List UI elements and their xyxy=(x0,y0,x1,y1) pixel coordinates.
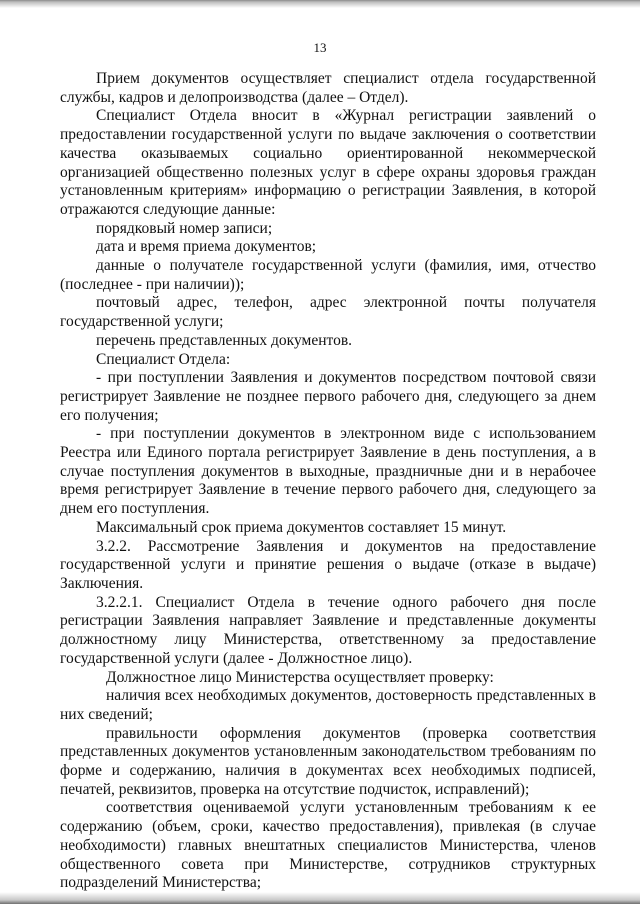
page-number: 13 xyxy=(313,40,327,55)
document-body xyxy=(60,70,596,893)
section-3-2-2: 3.2.2. Рассмотрение Заявления и документов на предоставление государственной услуги и принятие решения о выдаче (отказе в выдаче) Заключения. xyxy=(60,537,596,592)
list-item-document-presence: наличия всех необходимых документов, достоверность представленных в них сведений; xyxy=(60,687,596,723)
list-item-recipient-data: данные о получателе государственной услуги (фамилия, имя, отчество (последнее - при наличии)); xyxy=(60,257,596,293)
list-item-service-compliance: соответствия оцениваемой услуги установленным требованиям к ее содержанию (объем, сроки, качество предоставления), привлекая (в случае необходимости) главных внештатных специалистов Министерства, членов общественного совета при Министерстве, сотрудников структурных подразделений Министерства; xyxy=(60,799,596,892)
paragraph-max-time: Максимальный срок приема документов составляет 15 минут. xyxy=(96,518,507,536)
scan-bottom-edge xyxy=(0,892,640,904)
paragraph-journal: Специалист Отдела вносит в «Журнал регистрации заявлений о предоставлении государственной услуги по выдаче заключения о соответствии качества оказываемых социально ориентированной некоммерческой организацией общественно полезных услуг в сфере охраны здоровья граждан установленным критериям» информацию о регистрации Заявления, в которой отражаются следующие данные: xyxy=(60,107,596,218)
paragraph-electronic-registration: - при поступлении документов в электронном виде с использованием Реестра или Единого портала регистрирует Заявление в день поступления, а в случае поступления документов в выходные, праздничные дни и в нерабочее время регистрирует Заявление в течение первого рабочего дня, следующего за днем его поступления. xyxy=(60,425,596,518)
scan-top-edge xyxy=(0,0,640,8)
section-3-2-2-1: 3.2.2.1. Специалист Отдела в течение одного рабочего дня после регистрации Заявления направляет Заявление и представленные документы должностному лицу Министерства, ответственному за предоставление государственной услуги (далее - Должностное лицо). xyxy=(60,593,596,667)
paragraph-intake: Прием документов осуществляет специалист отдела государственной службы, кадров и делопроизводства (далее – Отдел). xyxy=(60,70,596,106)
list-item-date-time: дата и время приема документов; xyxy=(96,238,317,256)
paragraph-official-check: Должностное лицо Министерства осуществляет проверку: xyxy=(106,668,494,686)
list-item-document-correctness: правильности оформления документов (проверка соответствия представленных документов установленным законодательством требованиям по форме и содержанию, наличия в документах всех необходимых подписей, печатей, реквизитов, проверка на отсутствие подчисток, исправлений); xyxy=(60,724,596,798)
paragraph-specialist: Специалист Отдела: xyxy=(96,350,231,368)
list-item-document-list: перечень представленных документов. xyxy=(96,331,353,349)
list-item-postal-address: почтовый адрес, телефон, адрес электронной почты получателя государственной услуги; xyxy=(60,294,596,331)
list-item-record-number: порядковый номер записи; xyxy=(96,219,273,237)
paragraph-postal-registration: - при поступлении Заявления и документов посредством почтовой связи регистрирует Заявление не позднее первого рабочего дня, следующего за днем его получения; xyxy=(60,369,596,424)
